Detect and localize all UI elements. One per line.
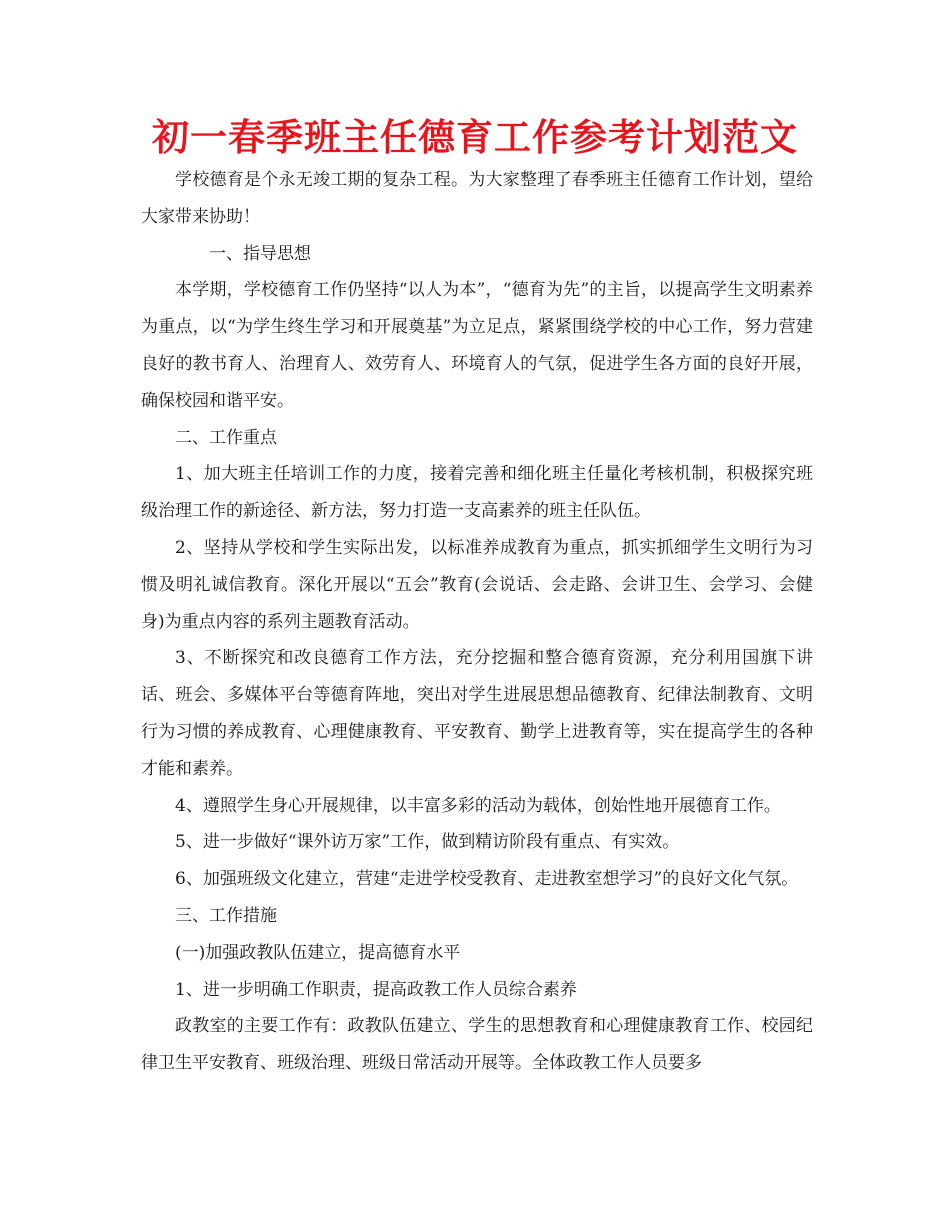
- paragraph-guiding-thought: 本学期，学校德育工作仍坚持“以人为本”，“德育为先”的主旨，以提高学生文明素养为重点，以“为学生终生学习和开展奠基”为立足点，紧紧围绕学校的中心工作，努力营建良好的教书育人、治理育人、效劳育人、环境育人的气氛，促进学生各方面的良好开展，确保校园和谐平安。: [141, 280, 813, 411]
- subsection-heading-team-building: (一)加强政教队伍建立，提高德育水平: [175, 942, 461, 963]
- work-focus-item-3: 3、不断探究和改良德育工作方法，充分挖掘和整合德育资源，充分利用国旗下讲话、班会、多媒体平台等德育阵地，突出对学生进展思想品德教育、纪律法制教育、文明行为习惯的养成教育、心理健康教育、平安教育、勤学上进教育等，实在提高学生的各种才能和素养。: [141, 648, 813, 779]
- work-focus-item-2: 2、坚持从学校和学生实际出发，以标准养成教育为重点，抓实抓细学生文明行为习惯及明礼诚信教育。深化开展以“五会”教育(会说话、会走路、会讲卫生、会学习、会健身)为重点内容的系列主题教育活动。: [141, 537, 813, 632]
- section-heading-guiding-thought: 一、指导思想: [209, 243, 311, 264]
- document-body: [141, 162, 813, 1082]
- work-focus-item-5: 5、进一步做好“课外访万家”工作，做到精访阶段有重点、有实效。: [175, 832, 680, 853]
- measure-item-1: 1、进一步明确工作职责，提高政教工作人员综合素养: [175, 979, 577, 1000]
- work-focus-item-6: 6、加强班级文化建立，营建“走进学校受教育、走进教室想学习”的良好文化气氛。: [175, 869, 799, 890]
- section-heading-work-measures: 三、工作措施: [175, 905, 277, 926]
- work-focus-item-1: 1、加大班主任培训工作的力度，接着完善和细化班主任量化考核机制，积极探究班级治理工作的新途径、新方法，努力打造一支高素养的班主任队伍。: [141, 464, 813, 522]
- document-title: 初一春季班主任德育工作参考计划范文: [152, 116, 798, 159]
- paragraph-political-office-duties: 政教室的主要工作有：政教队伍建立、学生的思想教育和心理健康教育工作、校园纪律卫生平安教育、班级治理、班级日常活动开展等。全体政教工作人员要多: [141, 1016, 813, 1074]
- work-focus-item-4: 4、遵照学生身心开展规律，以丰富多彩的活动为载体，创始性地开展德育工作。: [175, 795, 781, 816]
- section-heading-work-focus: 二、工作重点: [175, 427, 277, 448]
- intro-paragraph: 学校德育是个永无竣工期的复杂工程。为大家整理了春季班主任德育工作计划，望给大家带来协助！: [141, 170, 813, 227]
